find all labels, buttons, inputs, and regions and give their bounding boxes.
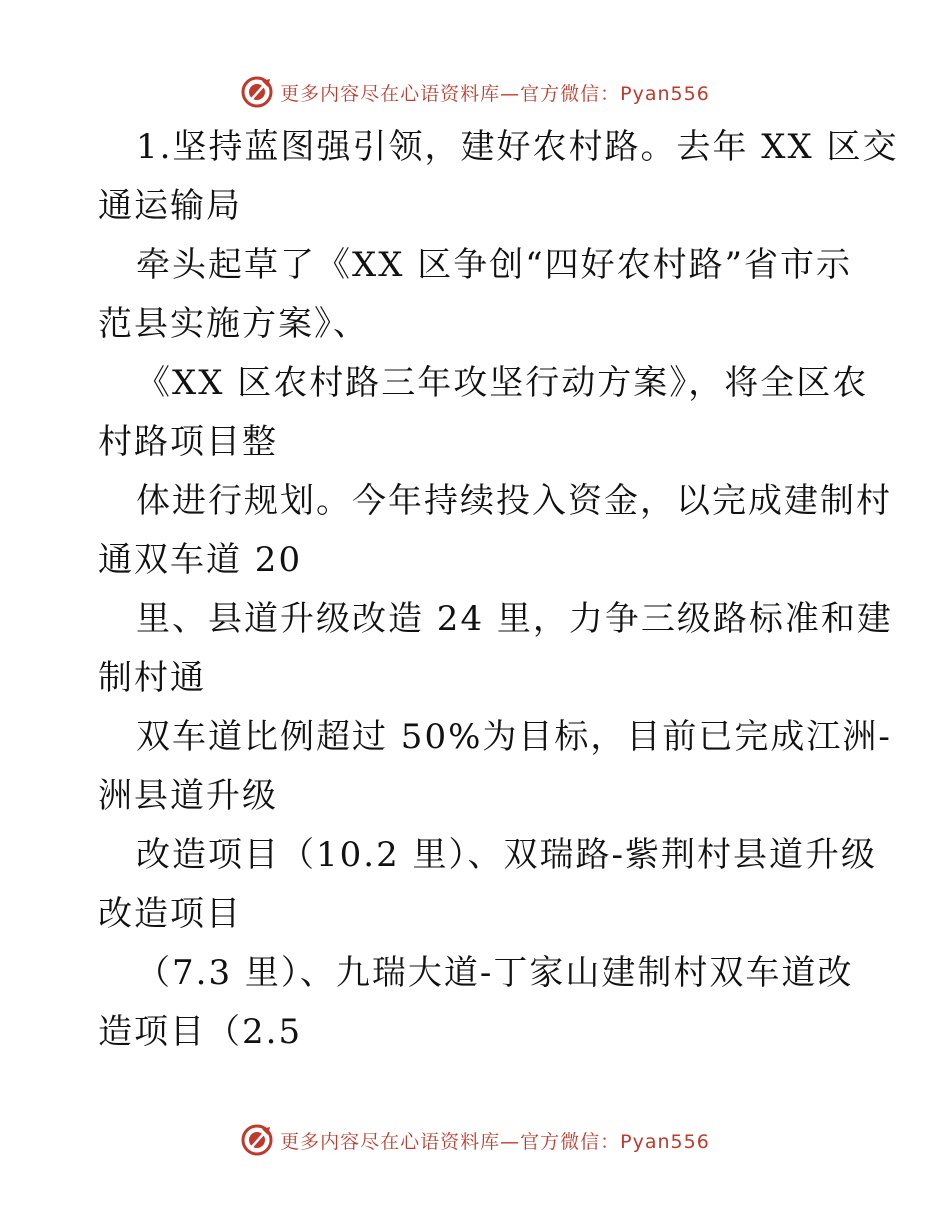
header-banner xyxy=(0,72,950,112)
text-line: 造项目（2.5 xyxy=(98,1012,303,1052)
text-line: 村路项目整 xyxy=(98,422,278,462)
text-line: 改造项目 xyxy=(98,894,242,934)
text-line: 通双车道 20 xyxy=(98,540,303,580)
footer-banner xyxy=(0,1120,950,1160)
text-line: 通运输局 xyxy=(98,186,242,226)
text-line: 改造项目（10.2 里）、双瑞路-紫荆村县道升级 xyxy=(136,835,877,875)
text-line: 里、县道升级改造 24 里，力争三级路标准和建 xyxy=(136,599,893,639)
seal-logo-icon xyxy=(240,1123,274,1157)
header-banner-text: 更多内容尽在心语资料库—官方微信：Pyan556 xyxy=(280,82,710,105)
text-line: 《XX 区农村路三年攻坚行动方案》，将全区农 xyxy=(136,363,869,403)
document-body xyxy=(98,118,899,1062)
text-line: 范县实施方案》、 xyxy=(98,304,369,344)
text-line: 洲县道升级 xyxy=(98,776,278,816)
text-line: 体进行规划。今年持续投入资金，以完成建制村 xyxy=(136,481,892,521)
text-line: （7.3 里）、九瑞大道-丁家山建制村双车道改 xyxy=(136,953,854,993)
footer-banner-text: 更多内容尽在心语资料库—官方微信：Pyan556 xyxy=(280,1130,710,1153)
text-line: 牵头起草了《XX 区争创“四好农村路”省市示 xyxy=(136,245,852,285)
text-line: 双车道比例超过 50%为目标，目前已完成江洲- xyxy=(136,717,892,757)
seal-logo-icon xyxy=(240,75,274,109)
text-line: 1.坚持蓝图强引领，建好农村路。去年 XX 区交 xyxy=(136,127,899,167)
text-line: 制村通 xyxy=(98,658,206,698)
